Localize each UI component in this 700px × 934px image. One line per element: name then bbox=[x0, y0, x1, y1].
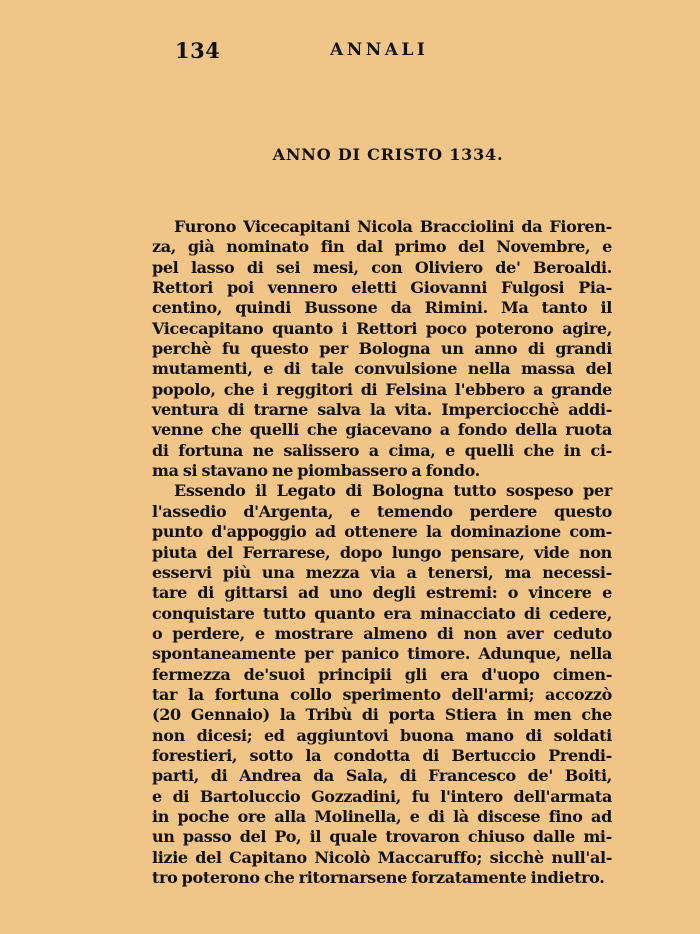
text-line: venne che quelli che giacevano a fondo della ruota bbox=[152, 420, 612, 440]
text-line: un passo del Po, il quale trovaron chiuso dalle mi- bbox=[152, 827, 612, 847]
section-title: ANNO DI CRISTO 1334. bbox=[272, 145, 504, 164]
text-line: o perdere, e mostrare almeno di non aver ceduto bbox=[152, 623, 612, 643]
text-line: spontaneamente per panico timore. Adunque, nella bbox=[152, 644, 612, 664]
text-line: Essendo il Legato di Bologna tutto sospeso per bbox=[174, 481, 612, 501]
text-line: tare di gittarsi ad uno degli estremi: o vincere e bbox=[152, 583, 612, 603]
text-line: centino, quindi Bussone da Rimini. Ma tanto il bbox=[152, 298, 612, 318]
text-line: Rettori poi vennero eletti Giovanni Fulgosi Pia- bbox=[152, 278, 612, 298]
text-line: (20 Gennaio) la Tribù di porta Stiera in men che bbox=[152, 705, 612, 725]
text-line: piuta del Ferrarese, dopo lungo pensare, vide non bbox=[152, 542, 612, 562]
text-line: l'assedio d'Argenta, e temendo perdere questo bbox=[152, 501, 612, 521]
text-line: za, già nominato fin dal primo del Novembre, e bbox=[152, 237, 612, 257]
text-line: mutamenti, e di tale convulsione nella massa del bbox=[152, 359, 612, 379]
text-line: parti, di Andrea da Sala, di Francesco de' Boiti, bbox=[152, 766, 612, 786]
text-line: e di Bartoluccio Gozzadini, fu l'intero dell'armata bbox=[152, 786, 612, 806]
page-number: 134 bbox=[175, 38, 221, 63]
text-line: ma si stavano ne piombassero a fondo. bbox=[152, 461, 480, 481]
page-header bbox=[0, 38, 700, 64]
text-line: Furono Vicecapitani Nicola Bracciolini da Fioren- bbox=[174, 217, 612, 236]
paragraph bbox=[152, 217, 612, 481]
text-line: non dicesi; ed aggiuntovi buona mano di soldati bbox=[152, 725, 612, 745]
text-line: esservi più una mezza via a tenersi, ma necessi- bbox=[152, 562, 612, 582]
text-line: forestieri, sotto la condotta di Bertuccio Prendi- bbox=[152, 745, 612, 765]
text-line: punto d'appoggio ad ottenere la dominazione com- bbox=[152, 522, 612, 542]
text-line: tro poterono che ritornarsene forzatamente indietro. bbox=[152, 868, 605, 887]
text-line: perchè fu questo per Bologna un anno di grandi bbox=[152, 339, 612, 359]
body-text bbox=[152, 217, 612, 888]
text-line: Vicecapitano quanto i Rettori poco poterono agire, bbox=[152, 318, 612, 338]
text-line: in poche ore alla Molinella, e di là discese fino ad bbox=[152, 806, 612, 826]
text-line: tar la fortuna collo sperimento dell'armi; accozzò bbox=[152, 684, 612, 704]
text-line: lizie del Capitano Nicolò Maccaruffo; sicchè null'al- bbox=[152, 847, 612, 867]
text-line: pel lasso di sei mesi, con Oliviero de' Beroaldi. bbox=[152, 257, 612, 277]
text-line: popolo, che i reggitori di Felsina l'ebbero a grande bbox=[152, 379, 612, 399]
text-line: fermezza de'suoi principii gli era d'uopo cimen- bbox=[152, 664, 612, 684]
text-line: di fortuna ne salissero a cima, e quelli che in ci- bbox=[152, 440, 612, 460]
running-title: ANNALI bbox=[330, 40, 429, 60]
text-line: ventura di trarne salva la vita. Imperciocchè addi- bbox=[152, 400, 612, 420]
paragraph bbox=[152, 481, 612, 888]
text-line: conquistare tutto quanto era minacciato di cedere, bbox=[152, 603, 612, 623]
